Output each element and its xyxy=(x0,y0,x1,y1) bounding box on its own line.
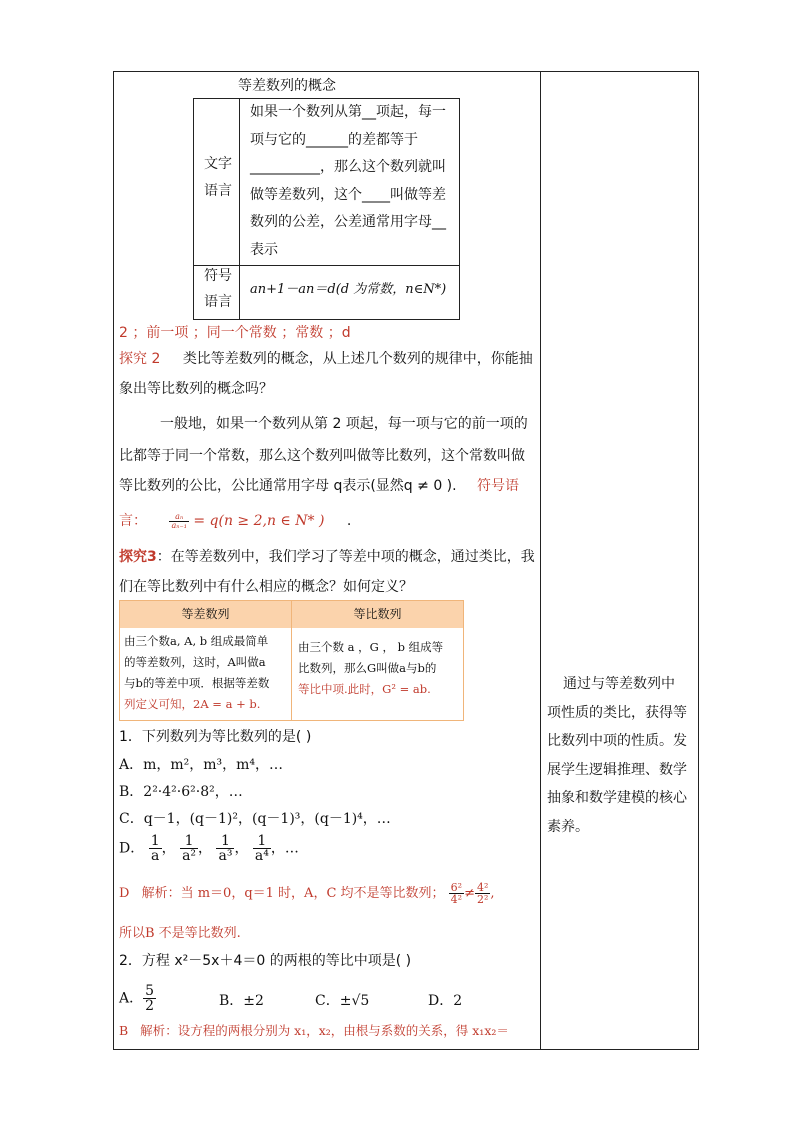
ratio-formula: $\frac{\text{aₙ}}{\text{aₙ₋₁}}$ = q(n ≥ 2,n ∈ N* ) xyxy=(171,511,325,530)
q2-option-d: D．2 xyxy=(428,993,463,1009)
symbol-language-label-1: 符号 xyxy=(204,268,232,284)
q1-answer-text: ：当 m＝0，q＝1 时，A，C 均不是等比数列； xyxy=(167,886,445,901)
geo-symbol-line: 言： $\frac{\text{aₙ}}{\text{aₙ₋₁}}$ = q(n ≥ 2,n ∈ N* ) . xyxy=(119,511,352,530)
comparison-table xyxy=(119,600,464,721)
cell-line: 列定义可知，2A = a + b. xyxy=(124,697,261,711)
explore3-text: ：在等差数列中，我们学习了等差中项的概念，通过类比，我 xyxy=(156,549,535,565)
q2-option-b: B．±2 xyxy=(219,993,264,1009)
concept-table xyxy=(193,98,460,320)
q2-answer-label: 解析 xyxy=(140,1023,166,1038)
q1-stem: 1．下列数列为等比数列的是( ) xyxy=(119,729,312,745)
definition-line: 如果一个数列从第__项起，每一 xyxy=(250,104,446,120)
option-d-suffix: ，… xyxy=(270,840,299,857)
symbol-language-label-2: 语言 xyxy=(204,294,232,310)
q2-stem: 2．方程 x²－5x＋4＝0 的两根的等比中项是( ) xyxy=(119,953,412,969)
side-line: 素养。 xyxy=(547,818,589,835)
text-language-content xyxy=(250,99,454,264)
side-line: 通过与等差数列中 xyxy=(563,676,675,692)
q2-options: A． $\frac{5}{2}$ B．±2 C．±√5 D．2 xyxy=(119,983,463,1014)
q2-option-c: C．±√5 xyxy=(315,993,370,1009)
geometric-mean-cell xyxy=(298,637,460,700)
explore2-line2: 象出等比数列的概念吗？ xyxy=(119,381,273,397)
definition-line: 数列的公差，公差通常用字母__ xyxy=(250,214,446,230)
cell-line: 由三个数 a ，G ， b 组成等 xyxy=(298,640,444,654)
explore3-line1 xyxy=(119,546,535,566)
cell-line: 与b的等差中项．根据等差数 xyxy=(124,676,270,690)
symbol-label-cont: 言： xyxy=(119,513,147,529)
explore3-label: 探究3 xyxy=(119,549,157,565)
comparison-divider xyxy=(291,601,292,720)
q1-option-c: C．q－1，(q－1)²，(q－1)³，(q－1)⁴，… xyxy=(119,811,391,827)
geo-def-line3 xyxy=(119,475,519,495)
geo-def-line2: 比都等于同一个常数，那么这个数列叫做等比数列，这个常数叫做 xyxy=(119,448,525,464)
side-line: 项性质的类比，获得等 xyxy=(547,704,687,721)
q2-answer xyxy=(119,1021,509,1039)
side-line: 比数列中项的性质。发 xyxy=(547,733,687,750)
side-line: 抽象和数学建模的核心 xyxy=(547,790,687,807)
ratio-formula-text: = q(n ≥ 2,n ∈ N* ) xyxy=(193,513,325,529)
concept-table-vdivider xyxy=(239,99,240,319)
text-language-label-2: 语言 xyxy=(204,183,232,199)
text-language-label-1: 文字 xyxy=(204,156,232,172)
q1-option-d: D． $\frac{1}{a}$ ， $\frac{1}{\text{a²}}$ ， $\frac{1}{\text{a³}}$ ， $\frac{1}{\text{a⁴}}$ ，… xyxy=(119,833,299,864)
arithmetic-mean-cell xyxy=(124,631,289,715)
q1-option-b: B．2²·4²·6²·8²，… xyxy=(119,784,243,800)
head-arithmetic: 等差数列 xyxy=(120,601,291,628)
definition-line: 项与它的______的差都等于 xyxy=(250,131,418,148)
definition-line: 做等差数列，这个____叫做等差 xyxy=(250,186,446,203)
cell-line: 等比中项.此时，G² = ab. xyxy=(298,682,431,696)
explore2-label: 探究 2 xyxy=(119,351,161,367)
answers-line: 2 ；前一项 ；同一个常数 ；常数 ；d xyxy=(119,325,351,341)
definition-line: __________，那么这个数列就叫 xyxy=(250,159,446,175)
head-geometric: 等比数列 xyxy=(292,601,463,628)
cell-line: 由三个数a, A, b 组成最简单 xyxy=(124,634,269,648)
geo-def-line1: 一般地，如果一个数列从第 2 项起，每一项与它的前一项的 xyxy=(160,416,528,432)
q1-answer-line2: 所以B 不是等比数列. xyxy=(119,926,241,941)
cell-line: 比数列，那么G叫做a与b的 xyxy=(298,661,437,675)
explore3-line2: 们在等比数列中有什么相应的概念？如何定义？ xyxy=(119,579,413,595)
geo-def-text: 等比数列的公比，公比通常用字母 q表示(显然q ≠ 0 ). xyxy=(119,478,457,494)
q1-answer-label: 解析 xyxy=(141,886,168,901)
cell-line: 的等差数列，这时，A叫做a xyxy=(124,655,266,669)
symbol-label: 符号语 xyxy=(477,478,520,494)
side-line: 展学生逻辑推理、数学 xyxy=(547,761,687,778)
concept-title: 等差数列的概念 xyxy=(238,78,336,94)
q2-answer-text: ：设方程的两根分别为 x₁，x₂，由根与系数的关系，得 x₁x₂＝ xyxy=(165,1023,509,1038)
symbol-formula: an+1－an＝d(d 为常数，n∈N*) xyxy=(250,282,447,297)
column-divider xyxy=(540,71,541,1049)
q1-answer: D 解析：当 m＝0，q＝1 时，A，C 均不是等比数列； $\frac{\text{6²}}{\text{4²}}$ ≠ $\frac{\text{4²}}{\text{2²}}$ , xyxy=(119,881,495,906)
option-d-prefix: D． xyxy=(119,840,145,857)
q1-answer-letter: D xyxy=(119,886,130,901)
q2-answer-letter: B xyxy=(119,1023,129,1038)
explore2-line1 xyxy=(119,348,533,368)
design-intent-text xyxy=(547,670,697,842)
definition-line: 表示 xyxy=(250,241,278,258)
q2-option-a: A． xyxy=(119,990,144,1007)
explore2-text: 类比等差数列的概念，从上述几个数列的规律中，你能抽 xyxy=(182,351,533,367)
q1-option-a: A．m，m²，m³，m⁴，… xyxy=(119,757,284,773)
